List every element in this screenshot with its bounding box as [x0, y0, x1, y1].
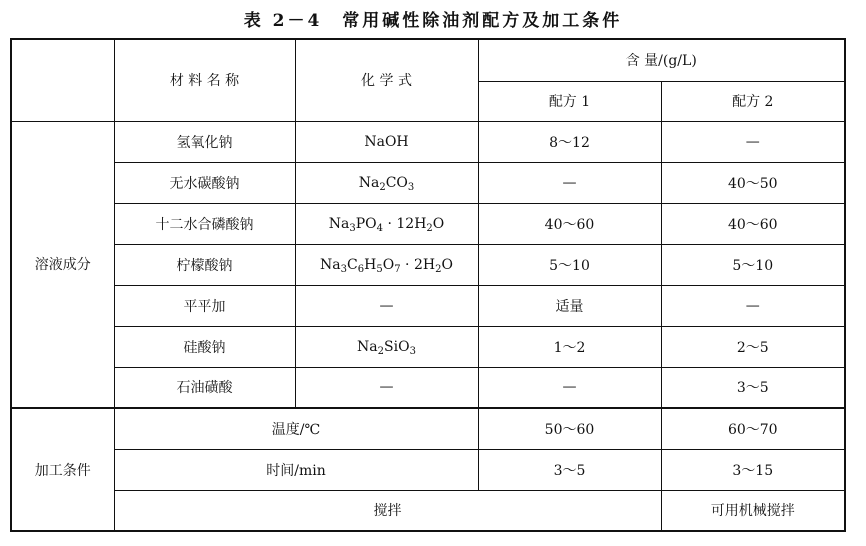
header-row	[11, 39, 845, 81]
formula-cell: NaOH	[295, 121, 478, 162]
formula-cell: —	[295, 367, 478, 408]
group-solution: 溶液成分	[11, 121, 114, 408]
recipe-2-cell: 可用机械搅拌	[661, 490, 845, 531]
table-row	[11, 121, 845, 162]
recipe-1-cell: 50～60	[478, 408, 661, 449]
table-row	[11, 244, 845, 285]
recipe-1-cell: —	[478, 162, 661, 203]
recipe-1-cell: 8～12	[478, 121, 661, 162]
recipe-2-cell: 5～10	[661, 244, 845, 285]
material-name: 石油磺酸	[114, 367, 295, 408]
table-row	[11, 367, 845, 408]
formula-cell: $Na_3C_6H_5O_7 \cdot 2H_2O$	[295, 244, 478, 285]
recipe-1-cell: 40～60	[478, 203, 661, 244]
table-row	[11, 449, 845, 490]
recipe-1-cell: 1～2	[478, 326, 661, 367]
table-row	[11, 162, 845, 203]
recipe-2-cell: 3～15	[661, 449, 845, 490]
recipe-1-cell: 3～5	[478, 449, 661, 490]
header-content: 含 量/(g/L)	[478, 39, 845, 81]
formula-cell: $Na_2SiO_3$	[295, 326, 478, 367]
corner-cell	[11, 39, 114, 121]
recipe-1-cell: —	[478, 367, 661, 408]
material-name: 柠檬酸钠	[114, 244, 295, 285]
material-name: 十二水合磷酸钠	[114, 203, 295, 244]
table-row	[11, 326, 845, 367]
material-name: 无水碳酸钠	[114, 162, 295, 203]
header-material-name: 材 料 名 称	[114, 39, 295, 121]
header-formula: 化 学 式	[295, 39, 478, 121]
formula-cell: —	[295, 285, 478, 326]
header-recipe-2: 配方 2	[661, 81, 845, 121]
formula-table	[10, 38, 846, 532]
table-row	[11, 408, 845, 449]
header-recipe-1: 配方 1	[478, 81, 661, 121]
recipe-2-cell: —	[661, 121, 845, 162]
material-name: 氢氧化钠	[114, 121, 295, 162]
recipe-2-cell: 3～5	[661, 367, 845, 408]
recipe-2-cell: —	[661, 285, 845, 326]
condition-name: 温度/℃	[114, 408, 478, 449]
table-row	[11, 490, 845, 531]
formula-cell: $Na_2CO_3$	[295, 162, 478, 203]
table-row	[11, 285, 845, 326]
table-title: 表 2－4 常用碱性除油剂配方及加工条件	[243, 11, 623, 31]
recipe-2-cell: 2～5	[661, 326, 845, 367]
recipe-2-cell: 40～50	[661, 162, 845, 203]
condition-name: 时间/min	[114, 449, 478, 490]
recipe-1-cell: 5～10	[478, 244, 661, 285]
formula-cell: $Na_3PO_4 \cdot 12H_2O$	[295, 203, 478, 244]
material-name: 硅酸钠	[114, 326, 295, 367]
recipe-2-cell: 60～70	[661, 408, 845, 449]
table-row	[11, 203, 845, 244]
recipe-1-cell: 适量	[478, 285, 661, 326]
recipe-2-cell: 40～60	[661, 203, 845, 244]
group-processing: 加工条件	[11, 408, 114, 531]
material-name: 平平加	[114, 285, 295, 326]
condition-name: 搅拌	[114, 490, 661, 531]
